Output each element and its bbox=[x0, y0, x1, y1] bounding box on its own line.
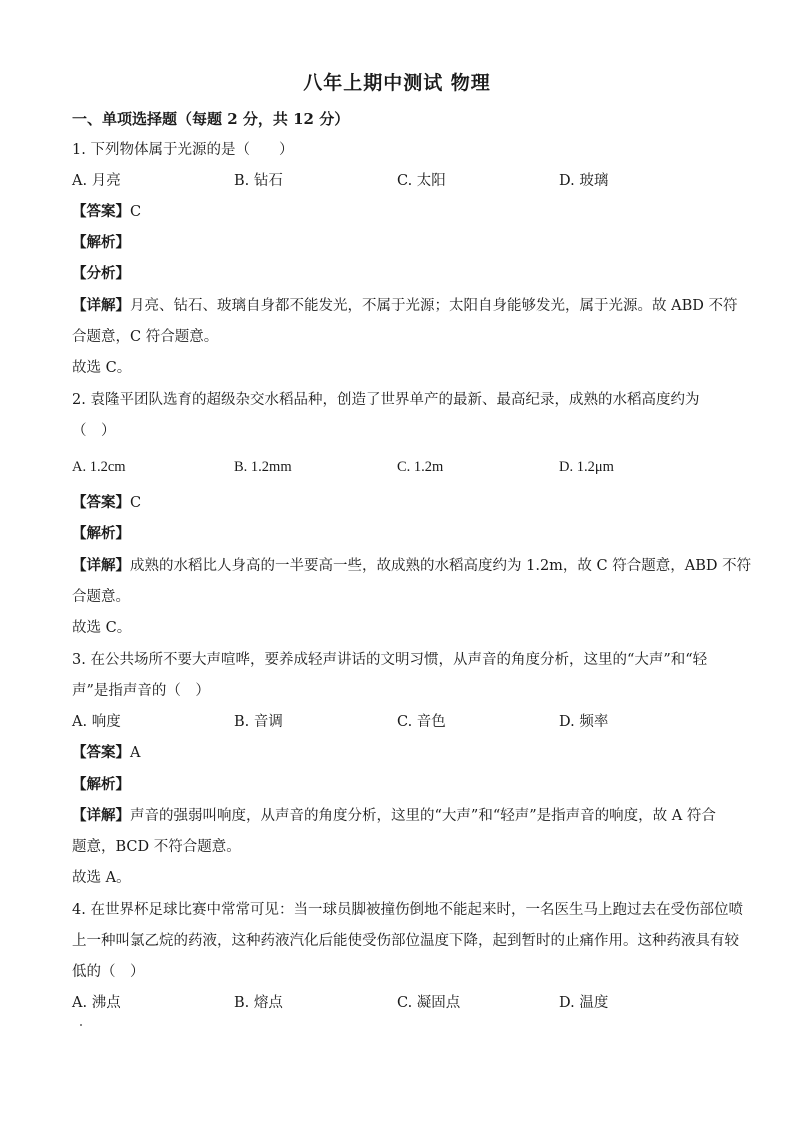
q3-answer bbox=[72, 743, 722, 763]
q4-option-a: A. 沸点 bbox=[72, 995, 121, 1011]
q2-analysis-label bbox=[72, 524, 722, 544]
q1-option-c: C. 太阳 bbox=[397, 173, 446, 189]
answer-label: 【答案】 bbox=[72, 203, 130, 220]
q3-option-c: C. 音色 bbox=[397, 714, 446, 730]
q2-conclusion: 故选 C。 bbox=[72, 620, 132, 636]
answer-label: 【答案】 bbox=[72, 494, 130, 511]
q4-option-d: D. 温度 bbox=[559, 995, 609, 1011]
q3-option-b: B. 音调 bbox=[234, 714, 283, 730]
answer-value: C bbox=[130, 495, 142, 511]
q2-detail-line-1 bbox=[72, 556, 752, 576]
q2-option-a: A. 1.2cm bbox=[72, 459, 126, 475]
q2-detail-line-2: 合题意。 bbox=[72, 589, 130, 605]
q3-option-a: A. 响度 bbox=[72, 714, 121, 730]
q3-conclusion: 故选 A。 bbox=[72, 870, 131, 886]
question-2-stem-line-1: 2. 袁隆平团队选育的超级杂交水稻品种，创造了世界单产的最新、最高纪录，成熟的水稻高度约为 bbox=[72, 392, 700, 408]
detail-label: 【详解】 bbox=[72, 807, 130, 824]
q1-option-d: D. 玻璃 bbox=[559, 173, 609, 189]
q1-fenxi-label bbox=[72, 264, 722, 284]
q2-option-c: C. 1.2m bbox=[397, 459, 444, 475]
q1-answer bbox=[72, 202, 722, 222]
q4-option-c: C. 凝固点 bbox=[397, 995, 461, 1011]
q1-detail-line-2: 合题意，C 符合题意。 bbox=[72, 329, 219, 345]
q3-analysis-label bbox=[72, 775, 722, 795]
q1-option-a: A. 月亮 bbox=[72, 173, 121, 189]
fenxi-label: 【分析】 bbox=[72, 265, 130, 282]
detail-text: 成熟的水稻比人身高的一半要高一些，故成熟的水稻高度约为 1.2m，故 C 符合题意，ABD 不符 bbox=[130, 558, 752, 574]
page-title: 八年上期中测试 物理 bbox=[303, 72, 491, 94]
q2-option-d: D. 1.2μm bbox=[559, 459, 614, 475]
q1-conclusion: 故选 C。 bbox=[72, 360, 132, 376]
section-heading: 一、单项选择题（每题 2 分，共 12 分） bbox=[72, 110, 350, 128]
q3-detail-line-2: 题意，BCD 不符合题意。 bbox=[72, 839, 241, 855]
question-4-stem-line-2: 上一种叫氯乙烷的药液，这种药液汽化后能使受伤部位温度下降，起到暂时的止痛作用。这种药液具有较 bbox=[72, 933, 739, 949]
answer-value: A bbox=[130, 745, 141, 761]
analysis-label: 【解析】 bbox=[72, 234, 130, 251]
stray-mark bbox=[80, 1024, 82, 1026]
q1-detail-line-1 bbox=[72, 296, 738, 316]
answer-label: 【答案】 bbox=[72, 744, 130, 761]
detail-text: 声音的强弱叫响度，从声音的角度分析，这里的“大声”和“轻声”是指声音的响度，故 A 符合 bbox=[130, 808, 716, 824]
q3-option-d: D. 频率 bbox=[559, 714, 609, 730]
detail-label: 【详解】 bbox=[72, 297, 130, 314]
q1-option-b: B. 钻石 bbox=[234, 173, 283, 189]
question-4-stem-line-1: 4. 在世界杯足球比赛中常常可见：当一球员脚被撞伤倒地不能起来时，一名医生马上跑过去在受伤部位喷 bbox=[72, 902, 743, 918]
question-1-stem: 1. 下列物体属于光源的是（ ） bbox=[72, 142, 294, 158]
q3-detail-line-1 bbox=[72, 806, 722, 826]
q2-answer bbox=[72, 493, 722, 513]
answer-value: C bbox=[130, 204, 142, 220]
q4-option-b: B. 熔点 bbox=[234, 995, 283, 1011]
detail-text: 月亮、钻石、玻璃自身都不能发光，不属于光源；太阳自身能够发光，属于光源。故 ABD 不符 bbox=[130, 298, 738, 314]
analysis-label: 【解析】 bbox=[72, 525, 130, 542]
analysis-label: 【解析】 bbox=[72, 776, 130, 793]
question-3-stem-line-1: 3. 在公共场所不要大声喧哗，要养成轻声讲话的文明习惯，从声音的角度分析，这里的“大声”和“轻 bbox=[72, 652, 708, 668]
question-4-stem-line-3: 低的（ ） bbox=[72, 964, 145, 980]
q1-analysis-label bbox=[72, 233, 722, 253]
detail-label: 【详解】 bbox=[72, 557, 130, 574]
question-3-stem-line-2: 声”是指声音的（ ） bbox=[72, 683, 210, 699]
q2-option-b: B. 1.2mm bbox=[234, 459, 292, 475]
question-2-stem-line-2: （ ） bbox=[72, 423, 116, 439]
